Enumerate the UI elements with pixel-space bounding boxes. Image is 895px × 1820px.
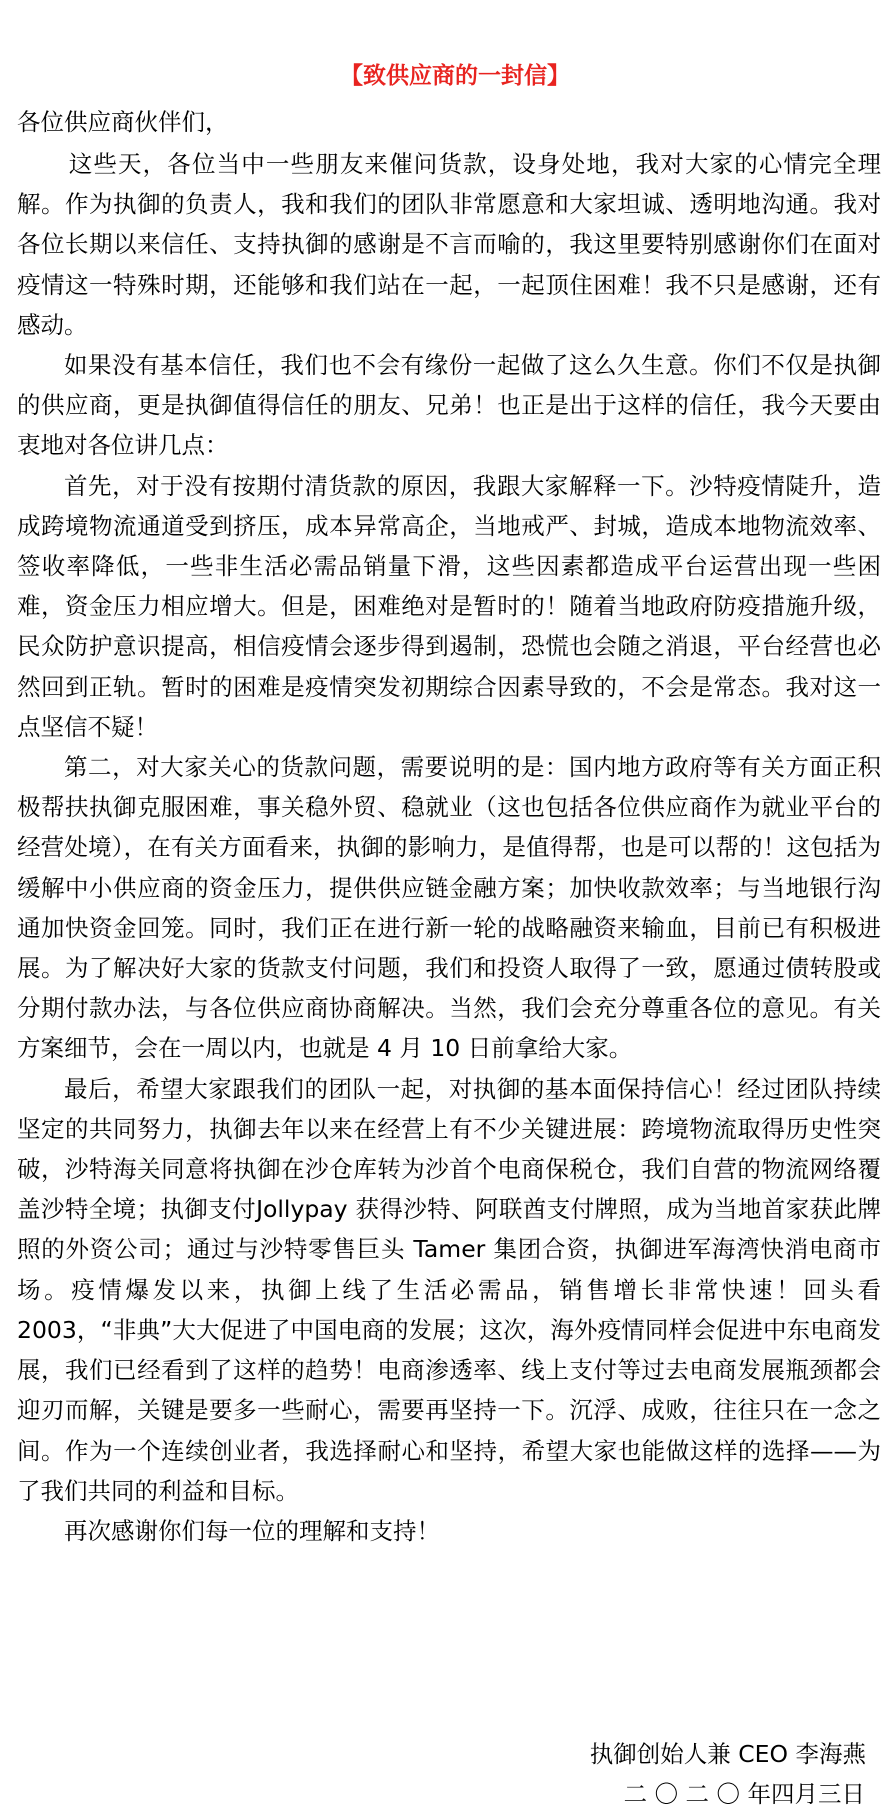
letter-date: 二 〇 二 〇 年四月三日: [623, 1780, 865, 1808]
letter-title: 【致供应商的一封信】: [340, 63, 570, 89]
letter-paragraph: 首先，对于没有按期付清货款的原因，我跟大家解释一下。沙特疫情陡升，造成跨境物流通道受到挤压，成本异常高企，当地戒严、封城，造成本地物流效率、签收率降低，一些非生活必需品销量下滑，这些因素都造成平台运营出现一些困难，资金压力相应增大。但是，困难绝对是暂时的！随着当地政府防疫措施升级，民众防护意识提高，相信疫情会逐步得到遏制，恐慌也会随之消退，平台经营也必然回到正轨。暂时的困难是疫情突发初期综合因素导致的，不会是常态。我对这一点坚信不疑！: [17, 471, 881, 741]
letter-paragraph: 最后，希望大家跟我们的团队一起，对执御的基本面保持信心！经过团队持续坚定的共同努力，执御去年以来在经营上有不少关键进展：跨境物流取得历史性突破，沙特海关同意将执御在沙仓库转为沙首个电商保税仓，我们自营的物流网络覆盖沙特全境；执御支付Jollypay 获得沙特、阿联酋支付牌照，成为当地首家获此牌照的外资公司；通过与沙特零售巨头 Tamer 集团合资，执御进军海湾快消电商市场。疫情爆发以来，执御上线了生活必需品，销售增长非常快速！回头看 2003，“非典”大大促进了中国电商的发展；这次，海外疫情同样会促进中东电商发展，我们已经看到了这样的趋势！电商渗透率、线上支付等过去电商发展瓶颈都会迎刃而解，关键是要多一些耐心，需要再坚持一下。沉浮、成败，往往只在一念之间。作为一个连续创业者，我选择耐心和坚持，希望大家也能做这样的选择——为了我们共同的利益和目标。: [17, 1074, 881, 1505]
letter-paragraph: 再次感谢你们每一位的理解和支持！: [64, 1516, 440, 1545]
letter-greeting: 各位供应商伙伴们，: [17, 108, 229, 136]
letter-paragraph: 这些天，各位当中一些朋友来催问货款，设身处地，我对大家的心情完全理解。作为执御的负责人，我和我们的团队非常愿意和大家坦诚、透明地沟通。我对各位长期以来信任、支持执御的感谢是不言而喻的，我这里要特别感谢你们在面对疫情这一特殊时期，还能够和我们站在一起，一起顶住困难！我不只是感谢，还有感动。: [17, 150, 881, 339]
letter-signature: 执御创始人兼 CEO 李海燕: [589, 1740, 866, 1768]
letter-paragraph: 第二，对大家关心的货款问题，需要说明的是：国内地方政府等有关方面正积极帮扶执御克服困难，事关稳外贸、稳就业（这也包括各位供应商作为就业平台的经营处境），在有关方面看来，执御的影响力，是值得帮，也是可以帮的！这包括为缓解中小供应商的资金压力，提供供应链金融方案；加快收款效率；与当地银行沟通加快资金回笼。同时，我们正在进行新一轮的战略融资来输血，目前已有积极进展。为了解决好大家的货款支付问题，我们和投资人取得了一致，愿通过债转股或分期付款办法，与各位供应商协商解决。当然，我们会充分尊重各位的意见。有关方案细节，会在一周以内，也就是 4 月 10 日前拿给大家。: [17, 753, 881, 1063]
letter-paragraph: 如果没有基本信任，我们也不会有缘份一起做了这么久生意。你们不仅是执御的供应商，更是执御值得信任的朋友、兄弟！也正是出于这样的信任，我今天要由衷地对各位讲几点：: [17, 351, 881, 460]
